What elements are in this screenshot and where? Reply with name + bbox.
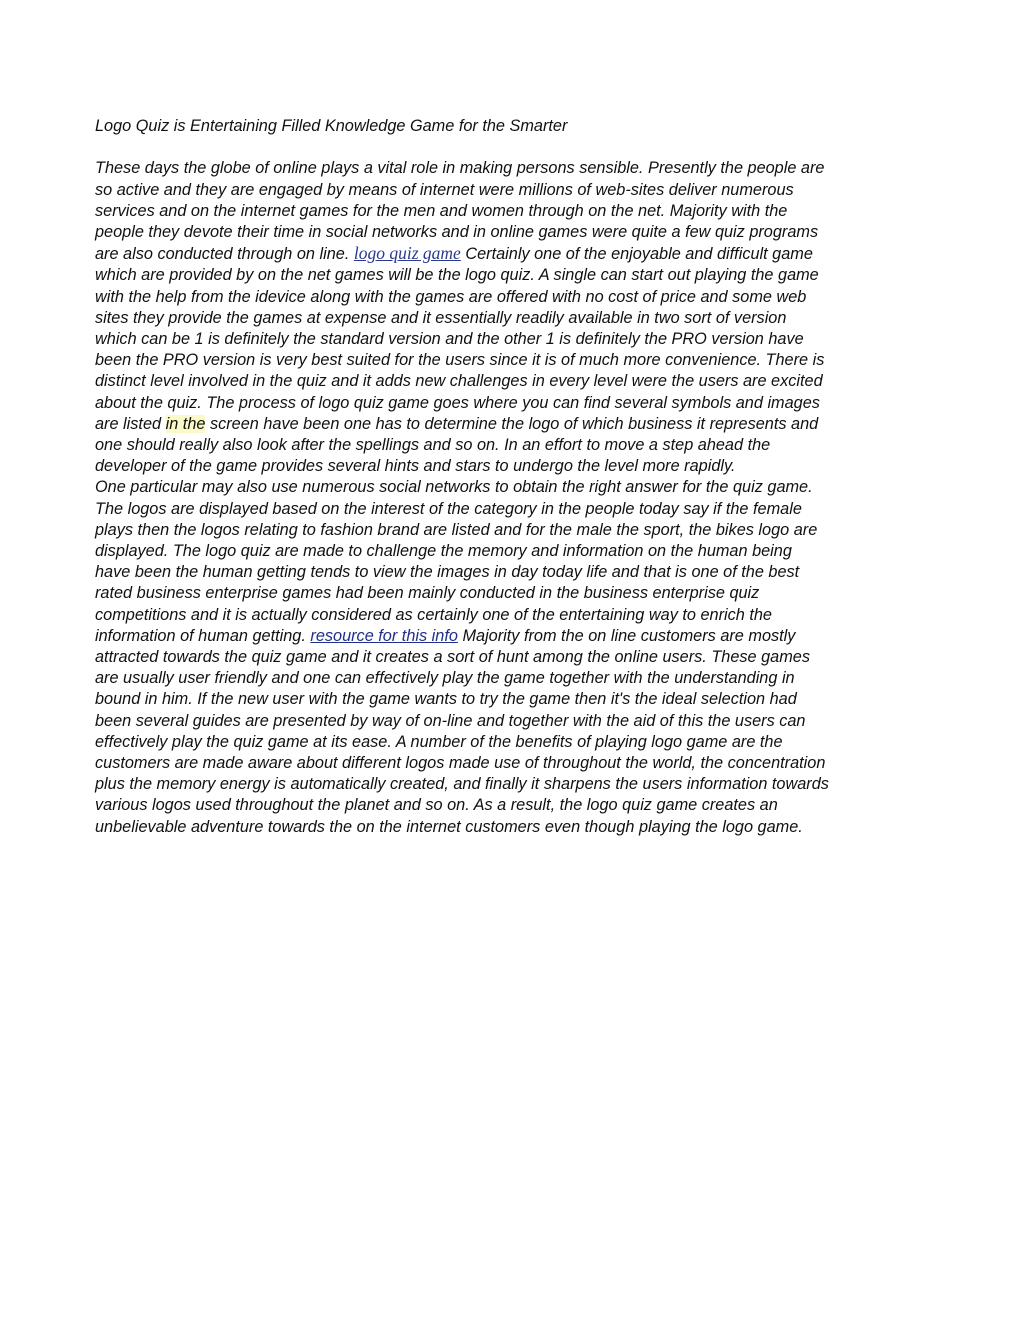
text-line: developer of the game provides several hints and stars to undergo the level more rapidly. — [95, 457, 736, 476]
text-line: been the PRO version is very best suited for the users since it is of much more convenience. There is — [95, 351, 825, 370]
text-fragment: are also conducted through on line. — [95, 245, 354, 264]
text-line: sites they provide the games at expense and it essentially readily available in two sort of version — [95, 308, 787, 327]
text-line: The logos are displayed based on the interest of the category in the people today say if the female — [95, 499, 802, 518]
text-fragment: Majority from the on line customers are mostly — [457, 626, 796, 645]
text-line: attracted towards the quiz game and it creates a sort of hunt among the online users. These games — [95, 648, 810, 667]
text-line-with-link — [95, 626, 935, 647]
text-line: customers are made aware about different logos made use of throughout the world, the concentration — [95, 754, 826, 773]
text-line: distinct level involved in the quiz and it adds new challenges in every level were the users are excited — [95, 372, 823, 391]
logo-quiz-game-link[interactable]: logo quiz game — [353, 243, 461, 264]
text-line: One particular may also use numerous social networks to obtain the right answer for the quiz game. — [95, 478, 813, 497]
paragraph-2 — [95, 477, 935, 837]
text-line: have been the human getting tends to view the images in day today life and that is one of the best — [95, 563, 800, 582]
text-fragment: information of human getting. — [95, 626, 311, 645]
text-line: unbelievable adventure towards the on the internet customers even though playing the logo game. — [95, 817, 803, 836]
text-line: competitions and it is actually considered as certainly one of the entertaining way to enrich the — [95, 605, 772, 624]
text-line: plus the memory energy is automatically created, and finally it sharpens the users information towards — [95, 775, 829, 794]
text-fragment: are listed — [95, 414, 166, 433]
text-line: rated business enterprise games had been mainly conducted in the business enterprise quiz — [95, 584, 760, 603]
document-title: Logo Quiz is Entertaining Filled Knowledge Game for the Smarter — [95, 117, 568, 135]
text-line-with-link — [95, 243, 935, 265]
text-line: which can be 1 is definitely the standard version and the other 1 is definitely the PRO version have — [95, 330, 804, 349]
text-line: with the help from the idevice along with the games are offered with no cost of price and some web — [95, 287, 807, 306]
text-line: so active and they are engaged by means of internet were millions of web-sites deliver numerous — [95, 180, 794, 199]
text-line: plays then the logos relating to fashion brand are listed and for the male the sport, the bikes logo are — [95, 520, 818, 539]
document-body — [95, 116, 935, 838]
text-fragment: screen have been one has to determine the logo of which business it represents and — [205, 414, 819, 433]
text-line: about the quiz. The process of logo quiz game goes where you can find several symbols and images — [95, 393, 820, 412]
text-line: services and on the internet games for the men and women through on the net. Majority with the — [95, 201, 788, 220]
text-line-with-highlight — [95, 414, 935, 435]
resource-info-link[interactable]: resource for this info — [310, 626, 458, 645]
text-line: These days the globe of online plays a vital role in making persons sensible. Presently the people are — [95, 159, 825, 178]
text-line: which are provided by on the net games will be the logo quiz. A single can start out playing the game — [95, 266, 819, 285]
paragraph-1 — [95, 158, 935, 477]
text-fragment: Certainly one of the enjoyable and difficult game — [460, 245, 813, 264]
text-line: been several guides are presented by way of on-line and together with the aid of this the users can — [95, 711, 806, 730]
highlighted-text: in the — [165, 414, 206, 433]
text-line: various logos used throughout the planet and so on. As a result, the logo quiz game creates an — [95, 796, 778, 815]
text-line: bound in him. If the new user with the game wants to try the game then it's the ideal selection had — [95, 690, 797, 709]
text-line: one should really also look after the spellings and so on. In an effort to move a step ahead the — [95, 436, 771, 455]
text-line: displayed. The logo quiz are made to challenge the memory and information on the human being — [95, 542, 792, 561]
text-line: effectively play the quiz game at its ease. A number of the benefits of playing logo game are the — [95, 732, 783, 751]
text-line: are usually user friendly and one can effectively play the game together with the understanding in — [95, 669, 795, 688]
text-line: people they devote their time in social networks and in online games were quite a few quiz programs — [95, 223, 819, 241]
